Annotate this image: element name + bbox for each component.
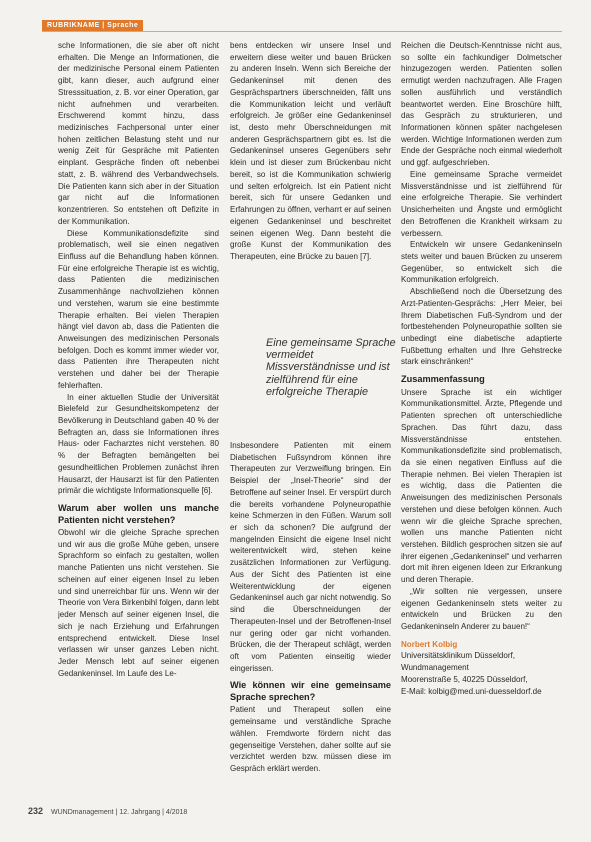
section-tag: RUBRIKNAME | Sprache bbox=[42, 20, 143, 31]
author-name: Norbert Kolbig bbox=[401, 639, 458, 649]
paragraph: „Wir sollten nie vergessen, unsere eigenen Gedankeninseln stets weiter zu entwickeln und Brücken zu den Gedankeninseln Anderer zu bauen!“ bbox=[401, 586, 562, 631]
paragraph: Abschließend noch die Übersetzung des Arzt-Patienten-Gesprächs: „Herr Meier, bei Ihrem Diabetischen Fuß-Syndrom und der fortbestehenden Polyneuropathie sollten sie unbedingt eine diabetische adaptierte Fußbettung erhalten und Ihre Gehstrecke stark einschränken!“ bbox=[401, 287, 562, 367]
paragraph: Unsere Sprache ist ein wichtiger Kommunikationsmittel. Ärzte, Pflegende und Patienten sprechen oft unterschiedliche Sprachen. Das führt dazu, dass Missverständnisse entstehen. Kommunikationsdefizite sind problematisch, da sie einen negativen Einfluss auf die Therapie nehmen. Bei vielen Therapien ist es wichtig, dass die Patienten die Anweisungen des medizinischen Personals verstehen und diese befolgen können. Auch wenn wir die gleiche Sprache sprechen, wollen uns manche Patienten nicht verstehen. Bildlich gesprochen sitzen sie auf ihrer eigenen „Gedankeninsel“ und verharren dort mit ihren eigenen Ideen zur Erkrankung und deren Therapie. bbox=[401, 387, 562, 585]
section-heading: Warum aber wollen uns manche Patienten nicht verstehen? bbox=[58, 503, 219, 525]
contact-email: E-Mail: kolbig@med.uni-duesseldorf.de bbox=[401, 686, 542, 696]
section-heading: Wie können wir eine gemeinsame Sprache sprechen? bbox=[230, 680, 391, 702]
column-2-top bbox=[230, 40, 391, 316]
page-footer bbox=[28, 806, 187, 816]
paragraph: Entwickeln wir unsere Gedankeninseln stets weiter und bauen Brücken zu unserem Gegenüber, so entwickelt sich die Kommunikation erfolgreich. bbox=[401, 240, 562, 285]
page-number: 232 bbox=[28, 806, 44, 816]
paragraph: Obwohl wir die gleiche Sprache sprechen und wir aus die große Mühe geben, unsere Sprachform so einfach zu gestalten, wollen manche Patienten uns nicht verstehen. Sie scheinen auf einer eigenen Insel zu leben und sind unerreichbar für uns. Wenn wir der Theorie von Vera Birkenbihl folgen, dann lebt jeder Mensch auf seiner eigenen Insel, die sich je nach Erziehung und Erfahrungen entsprechend entwickelt. Diese Insel verlassen wir unser ganzes Leben nicht. Jeder Mensch lebt auf seiner eigenen Gedankeninsel. Im Laufe des Le- bbox=[58, 528, 219, 678]
paragraph: Insbesondere Patienten mit einem Diabetischen Fußsyndrom können ihre Therapeuten zur Verzweiflung bringen. Ein Beispiel der „Insel-Theorie“ sind der Betroffene auf seiner Insel. Er verspürt durch die bereits vorhandene Polyneuropathie keine Schmerzen in den Füßen. Warum soll er sich da schonen? Die aufgrund der mangelnden Einsicht die eigene Insel nicht weiterentwickelt wird, stehen keine zusätzlichen Informationen zur Verfügung. Aus der Sicht des Patienten ist eine Weiterentwicklung der eigenen Gedankeninsel auch gar nicht notwendig. So sind die Überschneidungen der Therapeuten-Insel und der Betroffenen-Insel nur gering oder gar nicht vorhanden. Brücken, die der Therapeut schlägt, werden oft vom Patienten einseitig wieder eingerissen. bbox=[230, 441, 391, 673]
contact-line: Moorenstraße 5, 40225 Düsseldorf, bbox=[401, 674, 528, 684]
contact-line: Wundmanagement bbox=[401, 663, 469, 673]
paragraph: Diese Kommunikationsdefizite sind problematisch, weil sie einen negativen Einfluss auf die Behandlung haben können. Für eine erfolgreiche Therapie ist es wichtig, dass Patienten die medizinischen Zusammenhänge nachvollziehen können und verstehen, warum sie eine bestimmte Therapie erhalten. Bei vielen Therapien hängt viel davon ab, dass die Patienten die Anweisungen des medizinischen Personals befolgen. Doch es kommt immer wieder vor, dass Patienten ihre Therapeuten nicht verstehen und daher bei der Therapie fehlerhaften. bbox=[58, 228, 219, 390]
column-1 bbox=[58, 40, 219, 800]
author-contact bbox=[401, 639, 562, 698]
contact-line: Universitätsklinikum Düsseldorf, bbox=[401, 651, 516, 661]
paragraph: sche Informationen, die sie aber oft nicht erhalten. Die Menge an Informationen, die der medizinische Personal einem Patienten gibt, kann dieser, auch aufgrund einer Stresssituation, z. B. vor einer Operation, gar nicht aufnehmen und verarbeiten. Erschwerend kommt hinzu, dass medizinisches Fachpersonal unter einer hohen zeitlichen Belastung steht und nur wenig Zeit für Gespräche mit Patienten einplant. Gespräche finden oft nebenbei statt, z. B. während des Verbandwechsels. Die Patienten kann sich aber in der Situation gar nicht auf die Informationen konzentrieren. So entstehen oft Defizite in der Kommunikation. bbox=[58, 41, 219, 226]
paragraph: Patient und Therapeut sollen eine gemeinsame und verständliche Sprache wählen. Fremdworte fördern nicht das gegenseitige Verstehen, daher sollte auf sie verzichtet werden bzw. müssen diese im Gespräch erklärt werden. bbox=[230, 705, 391, 773]
column-2-bottom bbox=[230, 440, 391, 800]
paragraph: bens entdecken wir unsere Insel und erweitern diese weiter und bauen Brücken zu anderen Inseln. Wenn sich Bereiche der Gedankeninsel mit denen des Gesprächspartners überschneiden, fällt uns die Kommunikation leicht und verläuft erfolgreich. Je größer eine Gedankeninsel ist, desto mehr Überschneidungen mit anderen Gesprächspartnern gibt es. Ist die Gedankeninsel unseres Gegenübers sehr klein und ist dieser zum Brückenbau nicht bereit, so ist die Kommunikation schwierig und selten erfolgreich. Ist ein Patient nicht bereit, sich für unsere Gedanken und Erfahrungen zu öffnen, verharrt er auf seinen eigenen Gedankeninsel und beschreitet seinen eigenen Weg. Dann besteht die große Kunst der Kommunikation des Therapeuten, eine Brücke zu bauen [7]. bbox=[230, 41, 391, 261]
journal-info: WUNDmanagement | 12. Jahrgang | 4/2018 bbox=[50, 809, 188, 816]
paragraph: Reichen die Deutsch-Kenntnisse nicht aus, so sollte ein fachkundiger Dolmetscher hinzugezogen werden. Patienten sollen ermutigt werden nachzufragen. Alle Fragen sollen ausführlich und verständlich beantwortet werden. Eine Broschüre hilft, das Gespräch zu strukturieren, und Informationen können später nachgelesen werden. Wichtige Informationen werden zum Ende der Gespräche noch einmal wiederholt und ggf. aufgeschrieben. bbox=[401, 41, 562, 168]
column-3 bbox=[401, 40, 562, 800]
header-rule bbox=[42, 31, 562, 32]
paragraph: In einer aktuellen Studie der Universität Bielefeld zur Gesundheitskompetenz der Bevölkerung in Deutschland gaben 40 % der Befragten an, dass sie Informationen ihres Haus- oder Facharztes nicht verstehen. 80 % der Befragten bemängelten bei gesundheitlichen Problemen zunächst ihren Hausarzt, der Hausarzt ist für den Patienten primär die wichtigste Informationsquelle [6]. bbox=[58, 392, 219, 496]
pull-quote: Eine gemeinsame Sprache vermeidet Missverständnisse und ist zielführend für eine erfolgreiche Therapie bbox=[266, 337, 396, 398]
paragraph: Eine gemeinsame Sprache vermeidet Missverständnisse und ist zielführend für eine erfolgreiche Therapie. Sie verhindert Unsicherheiten und Ängste und ermöglicht den Betroffenen die Krankheit wirksam zu verbessern. bbox=[401, 169, 562, 238]
section-heading: Zusammenfassung bbox=[401, 374, 485, 385]
